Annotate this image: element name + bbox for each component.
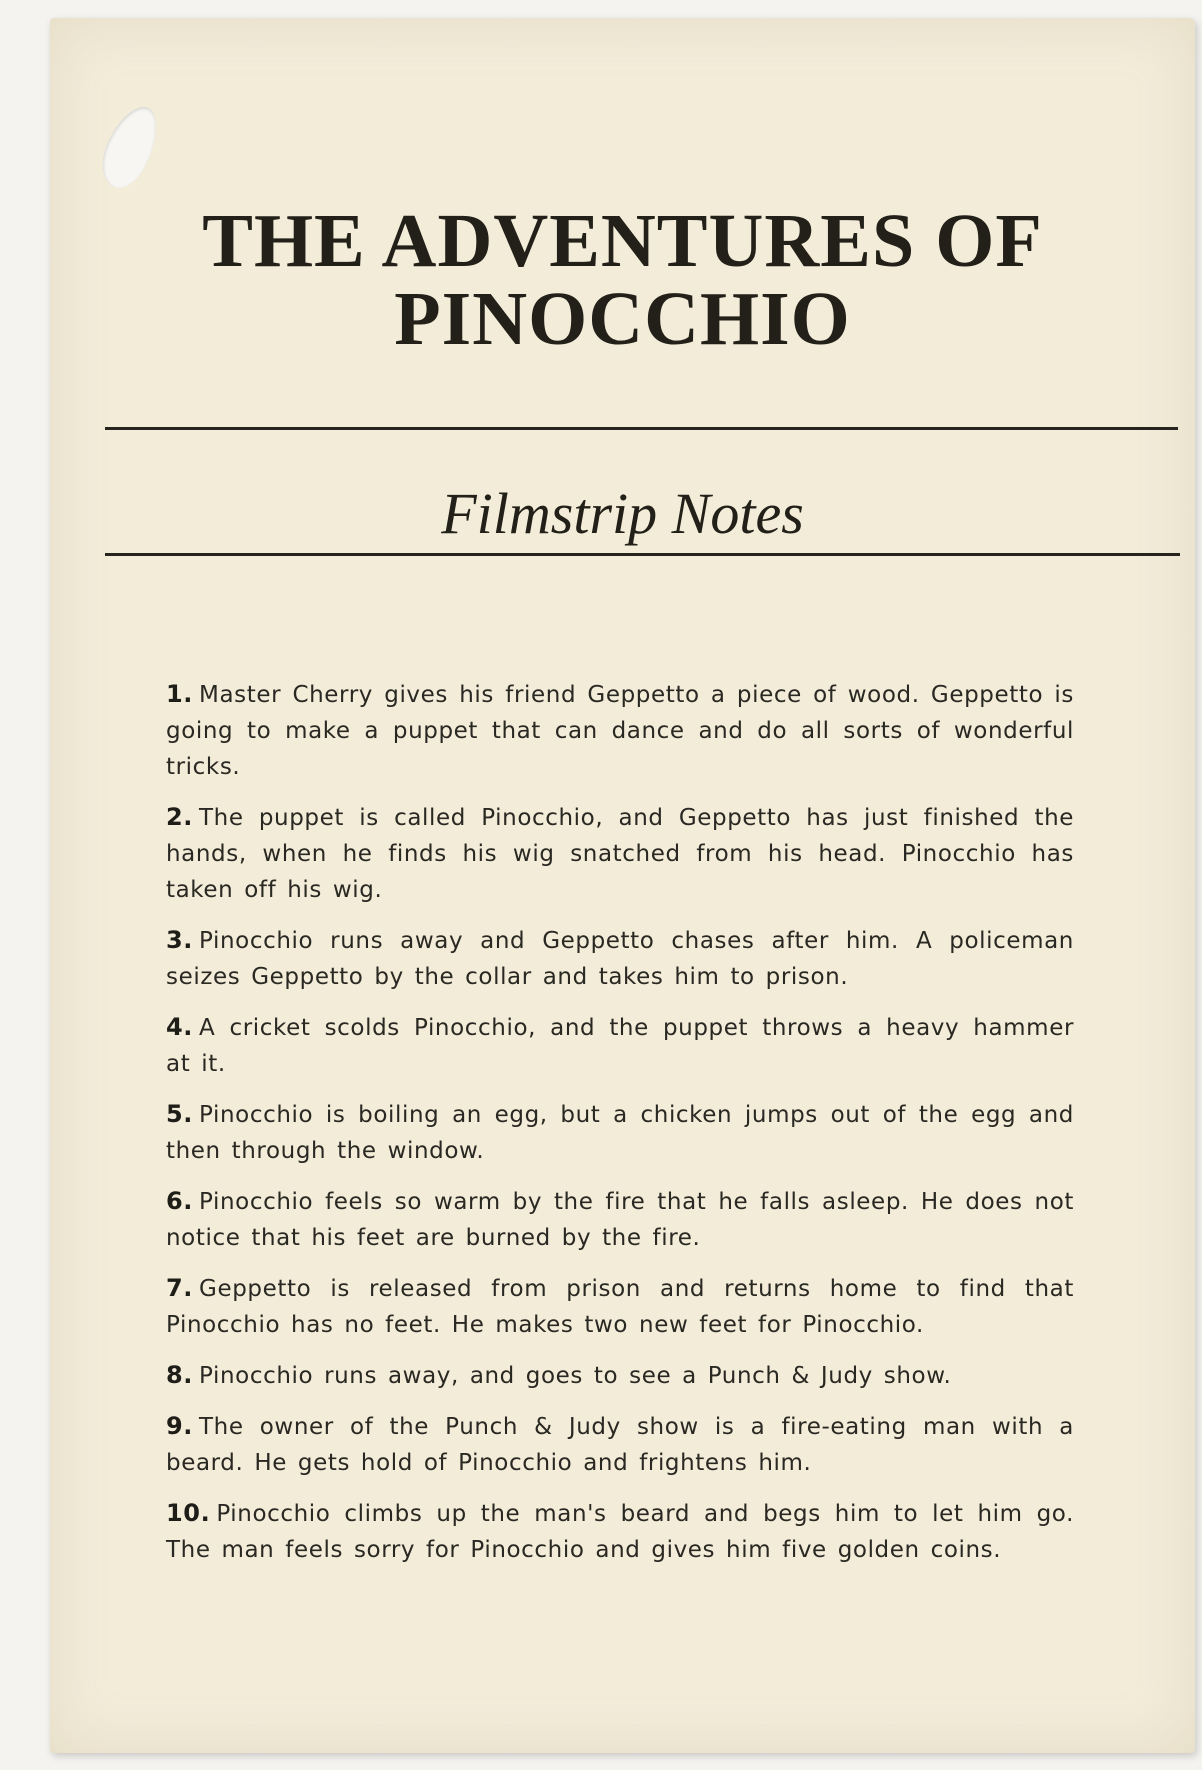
note-item-6	[166, 1183, 1074, 1256]
note-text: Pinocchio feels so warm by the fire that he falls asleep. He does not notice that his feet are burned by the fire.	[166, 1189, 1074, 1251]
title-line-2: PINOCCHIO	[394, 277, 851, 361]
top-divider	[105, 427, 1178, 430]
document-title	[50, 199, 1195, 361]
note-text: Geppetto is released from prison and returns home to find that Pinocchio has no feet. He makes two new feet for Pinocchio.	[166, 1276, 1074, 1338]
note-text: Pinocchio is boiling an egg, but a chicken jumps out of the egg and then through the window.	[166, 1102, 1074, 1164]
note-number: 10.	[166, 1499, 211, 1527]
note-number: 9.	[166, 1412, 194, 1440]
note-number: 2.	[166, 803, 194, 831]
note-text: Pinocchio runs away and Geppetto chases after him. A policeman seizes Geppetto by the collar and takes him to prison.	[166, 928, 1074, 990]
notes-list	[166, 676, 1074, 1582]
note-number: 7.	[166, 1274, 194, 1302]
note-text: Pinocchio climbs up the man's beard and begs him to let him go. The man feels sorry for Pinocchio and gives him five golden coins.	[166, 1501, 1074, 1563]
note-item-1	[166, 676, 1074, 785]
note-item-9	[166, 1408, 1074, 1481]
note-text: Pinocchio runs away, and goes to see a Punch & Judy show.	[199, 1363, 952, 1389]
note-item-5	[166, 1096, 1074, 1169]
document-sheet	[50, 18, 1195, 1753]
note-item-3	[166, 922, 1074, 995]
title-line-1: THE ADVENTURES OF	[202, 199, 1043, 283]
note-text: A cricket scolds Pinocchio, and the puppet throws a heavy hammer at it.	[166, 1015, 1074, 1077]
note-number: 3.	[166, 926, 194, 954]
document-subtitle: Filmstrip Notes	[441, 481, 804, 546]
note-item-7	[166, 1270, 1074, 1343]
note-number: 8.	[166, 1361, 194, 1389]
punch-hole	[92, 99, 168, 196]
note-number: 6.	[166, 1187, 194, 1215]
note-number: 5.	[166, 1100, 194, 1128]
note-item-4	[166, 1009, 1074, 1082]
note-text: The puppet is called Pinocchio, and Geppetto has just finished the hands, when he finds his wig snatched from his head. Pinocchio has taken off his wig.	[166, 805, 1074, 903]
note-item-2	[166, 799, 1074, 908]
note-text: Master Cherry gives his friend Geppetto a piece of wood. Geppetto is going to make a puppet that can dance and do all sorts of wonderful tricks.	[166, 682, 1074, 780]
note-item-10	[166, 1495, 1074, 1568]
note-item-8	[166, 1357, 1074, 1394]
bottom-divider	[105, 553, 1180, 556]
note-text: The owner of the Punch & Judy show is a fire-eating man with a beard. He gets hold of Pinocchio and frightens him.	[166, 1414, 1074, 1476]
note-number: 1.	[166, 680, 194, 708]
note-number: 4.	[166, 1013, 194, 1041]
